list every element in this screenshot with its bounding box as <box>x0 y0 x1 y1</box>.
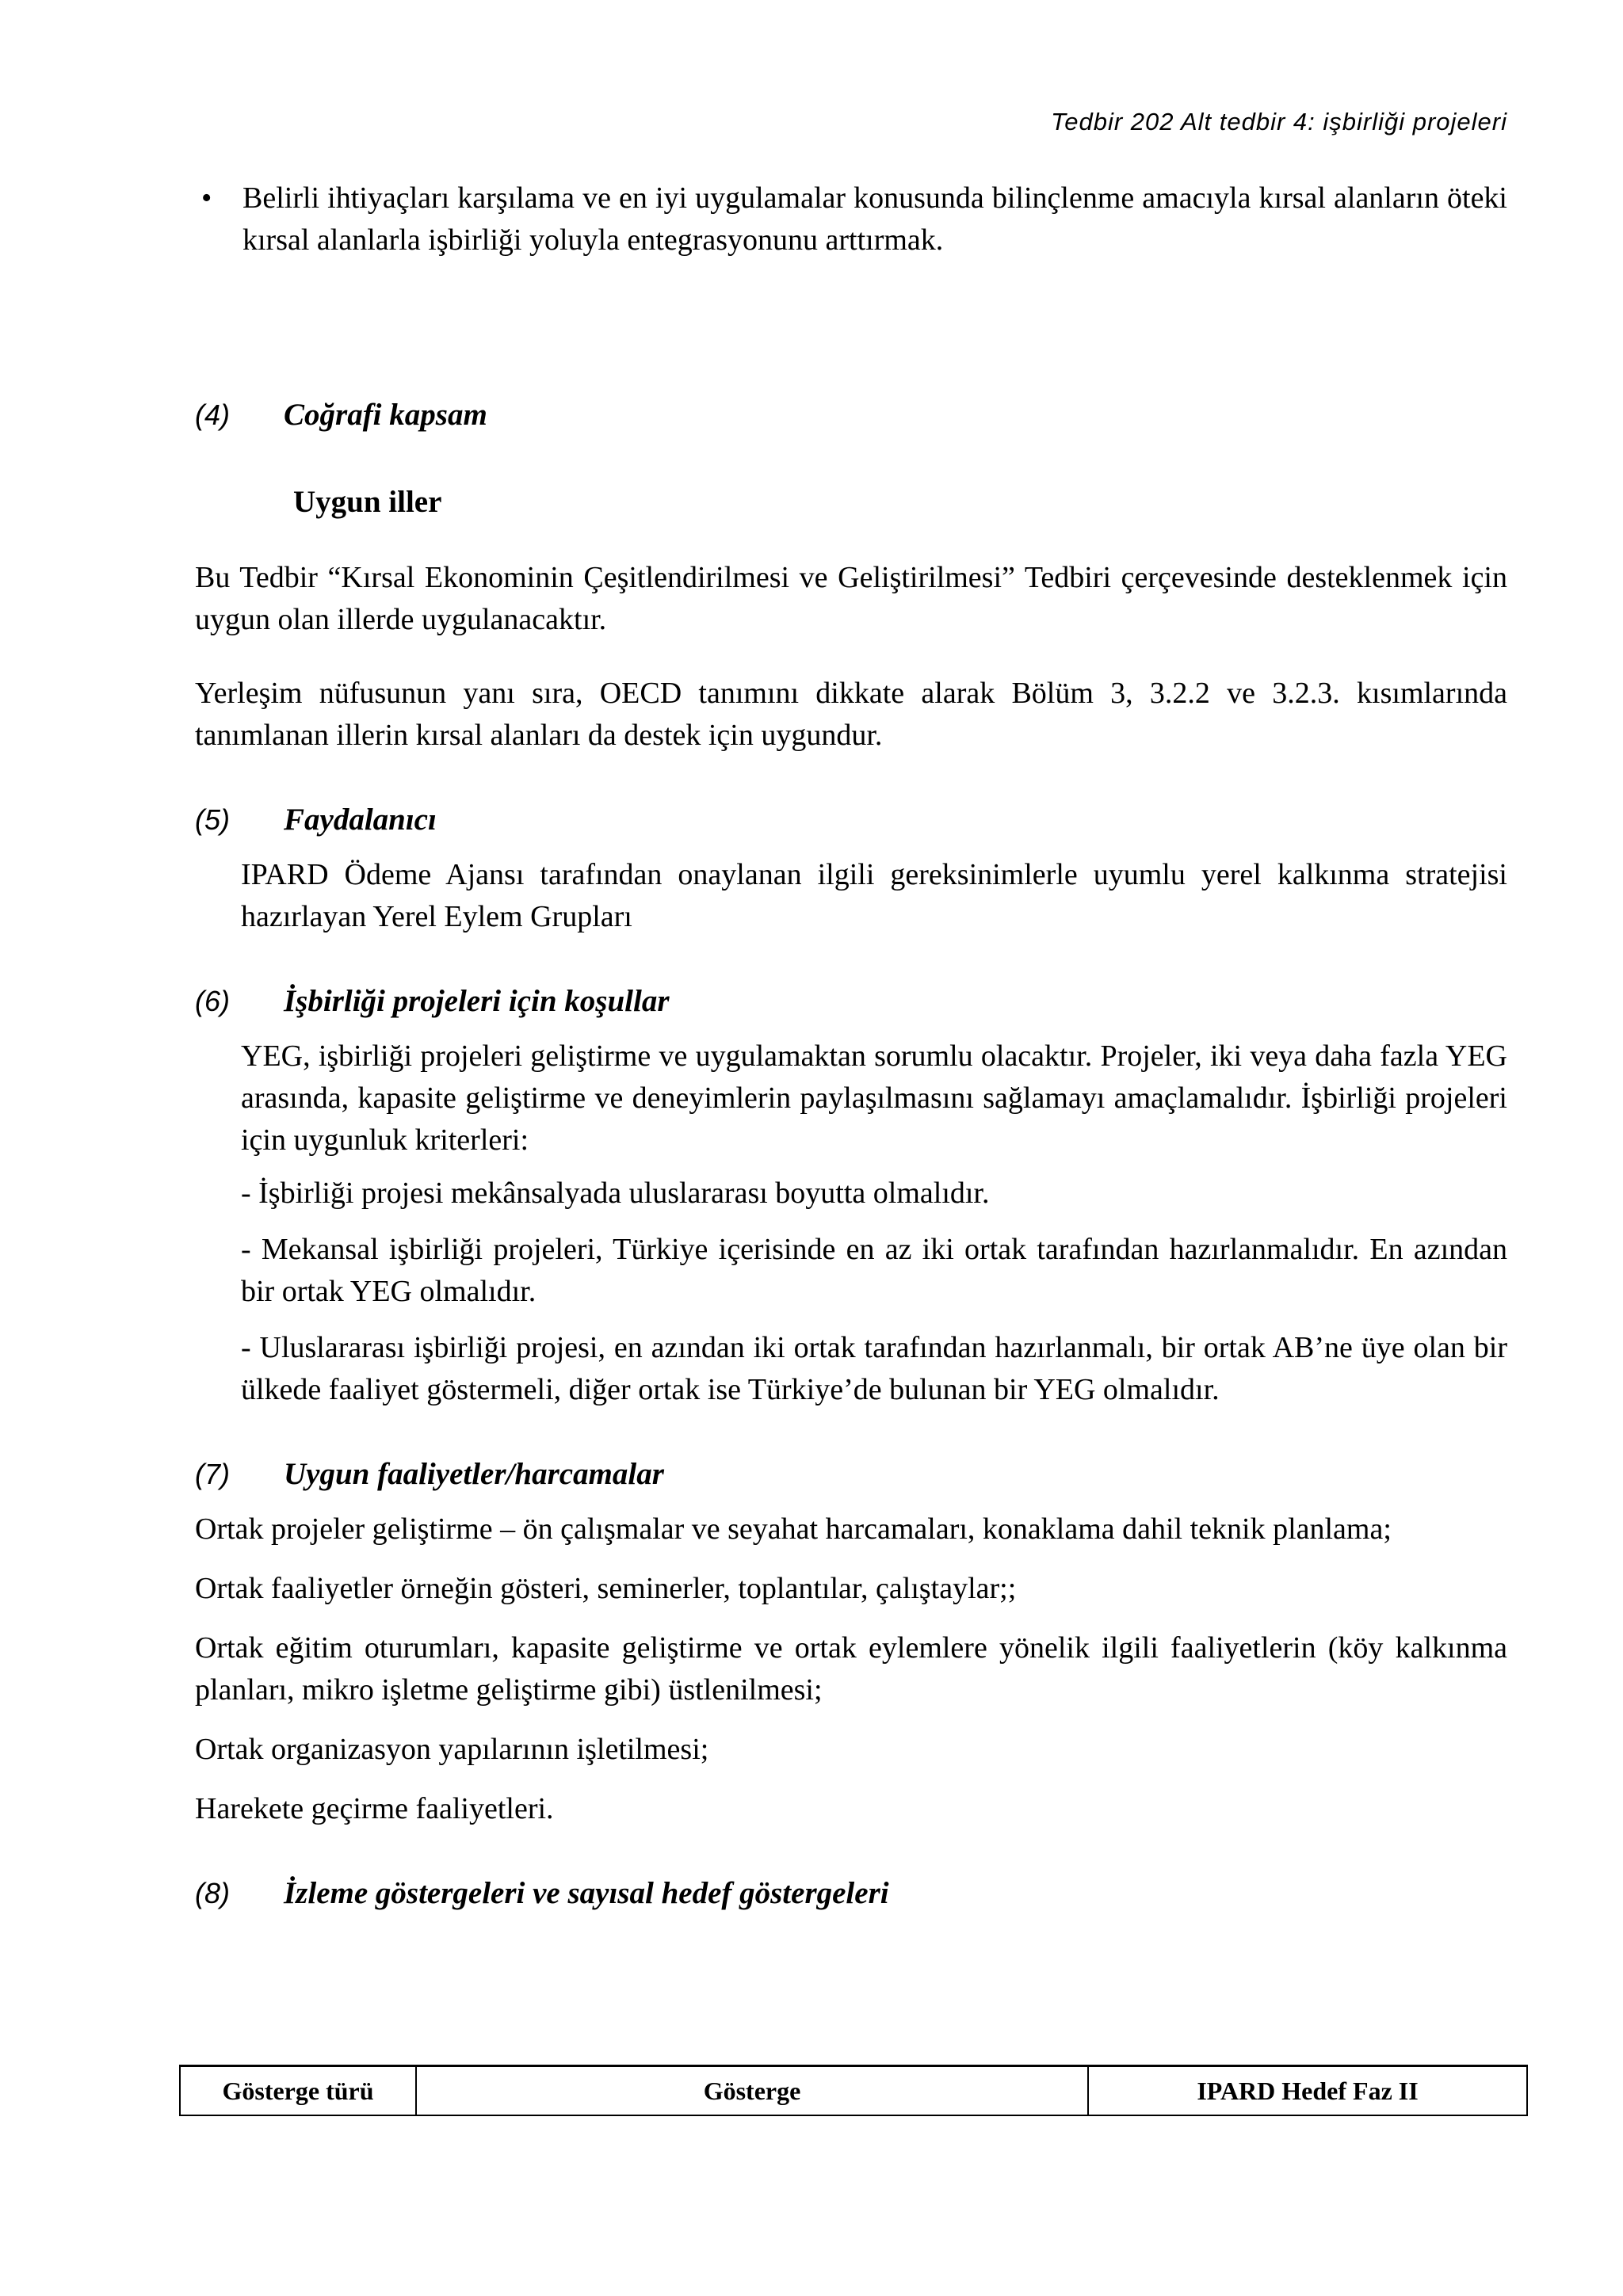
section-7-paragraph: Harekete geçirme faaliyetleri. <box>195 1792 554 1825</box>
intro-bullet-text: Belirli ihtiyaçları karşılama ve en iyi uygulamalar konusunda bilinçlenme amacıyla kırsal alanların öteki kırsal alanlarla işbirliği yoluyla entegrasyonunu arttırmak. <box>242 181 1507 257</box>
intro-bullet-item <box>195 177 1507 261</box>
section-5-title: Faydalanıcı <box>284 803 437 837</box>
column-header-indicator-type: Gösterge türü <box>180 2066 416 2116</box>
section-6-paragraph: YEG, işbirliği projeleri geliştirme ve uygulamaktan sorumlu olacaktır. Projeler, iki veya daha fazla YEG arasında, kapasite geliştirme ve deneyimlerin paylaşılmasını sağlamayı amaçlamalıdır. İşbirliği projeleri için uygunluk kriterleri: <box>241 1039 1507 1157</box>
section-8-number: (8) <box>195 1877 230 1909</box>
section-7-title: Uygun faaliyetler/harcamalar <box>284 1457 664 1491</box>
indicator-table-wrapper <box>179 2065 1526 2116</box>
column-header-indicator: Gösterge <box>416 2066 1088 2116</box>
section-6-body <box>195 1035 1507 1411</box>
section-8-title: İzleme göstergeleri ve sayısal hedef göstergeleri <box>284 1876 889 1910</box>
section-7-number: (7) <box>195 1458 230 1490</box>
section-7-paragraph: Ortak eğitim oturumları, kapasite geliştirme ve ortak eylemlere yönelik ilgili faaliyetlerin (köy kalkınma planları, mikro işletme geliştirme gibi) üstlenilmesi; <box>195 1631 1507 1707</box>
bullet-icon: • <box>201 181 212 215</box>
section-7-paragraph: Ortak projeler geliştirme – ön çalışmalar ve seyahat harcamaları, konaklama dahil teknik planlama; <box>195 1512 1392 1546</box>
section-6-number: (6) <box>195 985 230 1017</box>
section-6-title: İşbirliği projeleri için koşullar <box>284 984 670 1018</box>
running-header: Tedbir 202 Alt tedbir 4: işbirliği projeleri <box>1051 108 1507 135</box>
section-6-criterion: - Mekansal işbirliği projeleri, Türkiye içerisinde en az iki ortak tarafından hazırlanmalıdır. En azından bir ortak YEG olmalıdır. <box>241 1233 1507 1308</box>
indicator-table <box>179 2065 1528 2116</box>
section-4-number: (4) <box>195 399 230 431</box>
section-5-paragraph: IPARD Ödeme Ajansı tarafından onaylanan ilgili gereksinimlerle uyumlu yerel kalkınma stratejisi hazırlayan Yerel Eylem Grupları <box>241 858 1507 933</box>
section-5-number: (5) <box>195 803 230 836</box>
section-4-subheading: Uygun iller <box>293 485 442 519</box>
section-5-body <box>195 854 1507 938</box>
table-header-row <box>180 2066 1527 2116</box>
section-4-title: Coğrafi kapsam <box>284 398 487 432</box>
section-6-heading <box>195 983 1507 1019</box>
section-8-heading <box>195 1875 1507 1911</box>
section-6-criterion: - İşbirliği projesi mekânsalyada uluslararası boyutta olmalıdır. <box>241 1177 990 1210</box>
section-7-paragraph: Ortak faaliyetler örneğin gösteri, seminerler, toplantılar, çalıştaylar;; <box>195 1572 1017 1605</box>
section-5-heading <box>195 802 1507 837</box>
section-7-heading <box>195 1456 1507 1492</box>
section-7-paragraph: Ortak organizasyon yapılarının işletilmesi; <box>195 1733 709 1766</box>
section-4-paragraph: Bu Tedbir “Kırsal Ekonominin Çeşitlendirilmesi ve Geliştirilmesi” Tedbiri çerçevesinde desteklenmek için uygun olan illerde uygulanacaktır. <box>195 561 1507 636</box>
section-6-criterion: - Uluslararası işbirliği projesi, en azından iki ortak tarafından hazırlanmalı, bir ortak AB’ne üye olan bir ülkede faaliyet göstermeli, diğer ortak ise Türkiye’de bulunan bir YEG olmalıdır. <box>241 1331 1507 1406</box>
section-4-paragraph: Yerleşim nüfusunun yanı sıra, OECD tanımını dikkate alarak Bölüm 3, 3.2.2 ve 3.2.3. kısımlarında tanımlanan illerin kırsal alanları da destek için uygundur. <box>195 677 1507 752</box>
document-body <box>195 177 1507 1911</box>
section-4-heading <box>195 397 1507 433</box>
column-header-ipard-target: IPARD Hedef Faz II <box>1088 2066 1527 2116</box>
